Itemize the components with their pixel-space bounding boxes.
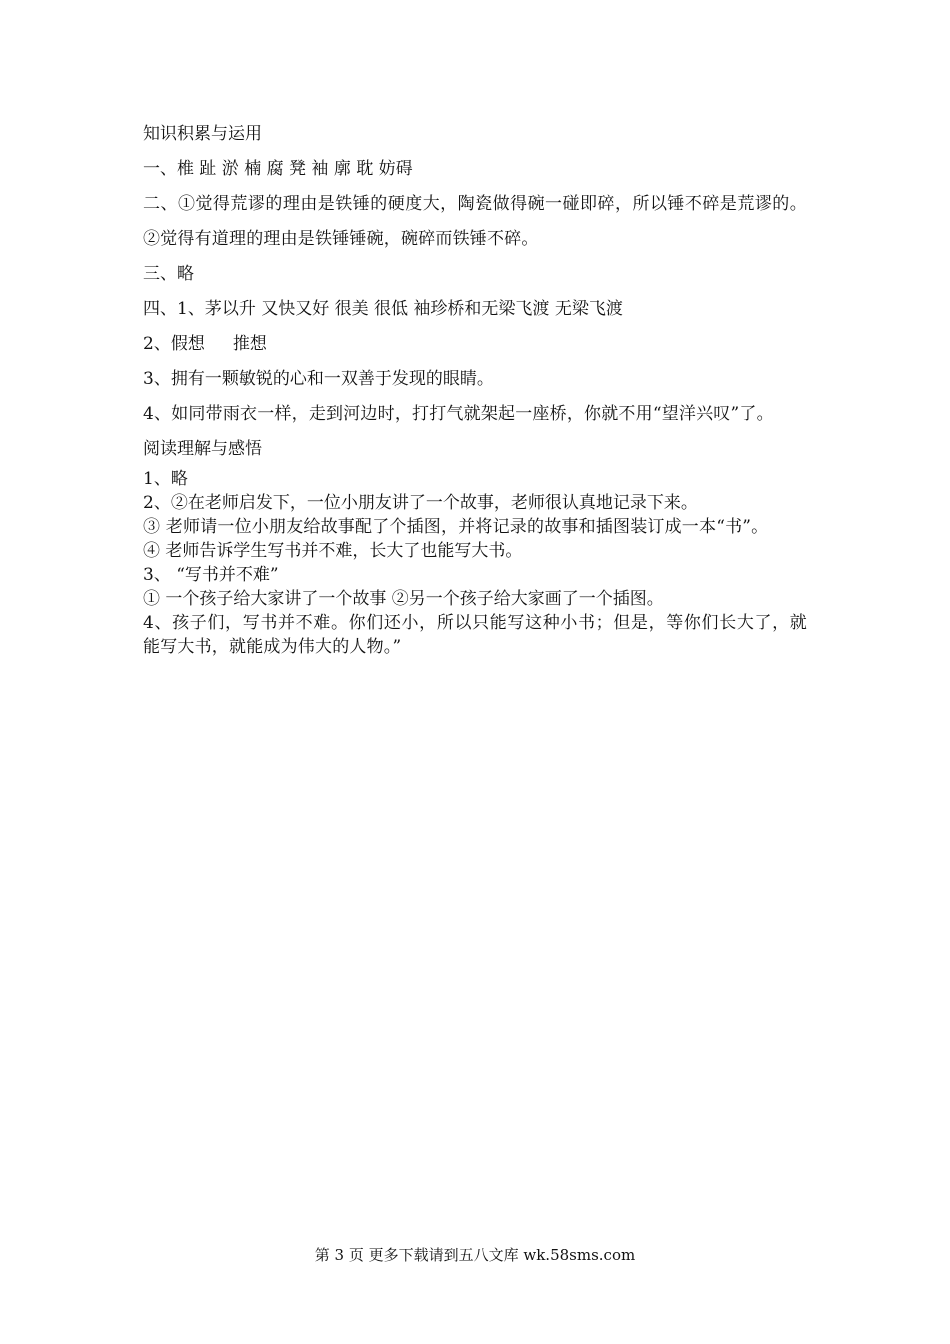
section-heading-knowledge: 知识积累与运用 [143,124,262,144]
reading-answer-4: 4、孩子们，写书并不难。你们还小，所以只能写这种小书；但是，等你们长大了，就能写大书，就能成为伟大的人物。” [143,613,807,657]
answer-content [143,117,807,659]
answer-4-4: 4、如同带雨衣一样，走到河边时，打打气就架起一座桥，你就不用“望洋兴叹”了。 [143,404,774,424]
answer-3: 三、略 [143,264,194,284]
reading-answer-3-items: ① 一个孩子给大家讲了一个故事 ②另一个孩子给大家画了一个插图。 [143,589,664,609]
answer-4-1: 四、1、茅以升 又快又好 很美 很低 袖珍桥和无梁飞渡 无梁飞渡 [143,299,623,319]
reading-answer-1: 1、略 [143,469,188,489]
answer-1: 一、椎 趾 淤 楠 腐 凳 袖 廓 耽 妨碍 [143,159,413,179]
reading-answer-2-3: ③ 老师请一位小朋友给故事配了个插图，并将记录的故事和插图装订成一本“书”。 [143,517,769,537]
answer-4-2 [143,327,807,362]
answer-4-2-first: 2、假想 [143,334,205,354]
answer-2: 二、①觉得荒谬的理由是铁锤的硬度大，陶瓷做得碗一碰即碎，所以锤不碎是荒谬的。②觉得有道理的理由是铁锤锤碗，碗碎而铁锤不碎。 [143,194,807,249]
answer-4-2-second: 推想 [232,334,267,354]
reading-answer-2-4: ④ 老师告诉学生写书并不难，长大了也能写大书。 [143,541,523,561]
page-footer: 第 3 页 更多下载请到五八文库 wk.58sms.com [314,1246,636,1264]
reading-answer-3: 3、 “写书并不难” [143,565,279,585]
reading-answer-2: 2、②在老师启发下，一位小朋友讲了一个故事，老师很认真地记录下来。 [143,493,698,513]
section-heading-reading: 阅读理解与感悟 [143,439,262,459]
answer-4-3: 3、拥有一颗敏锐的心和一双善于发现的眼睛。 [143,369,494,389]
